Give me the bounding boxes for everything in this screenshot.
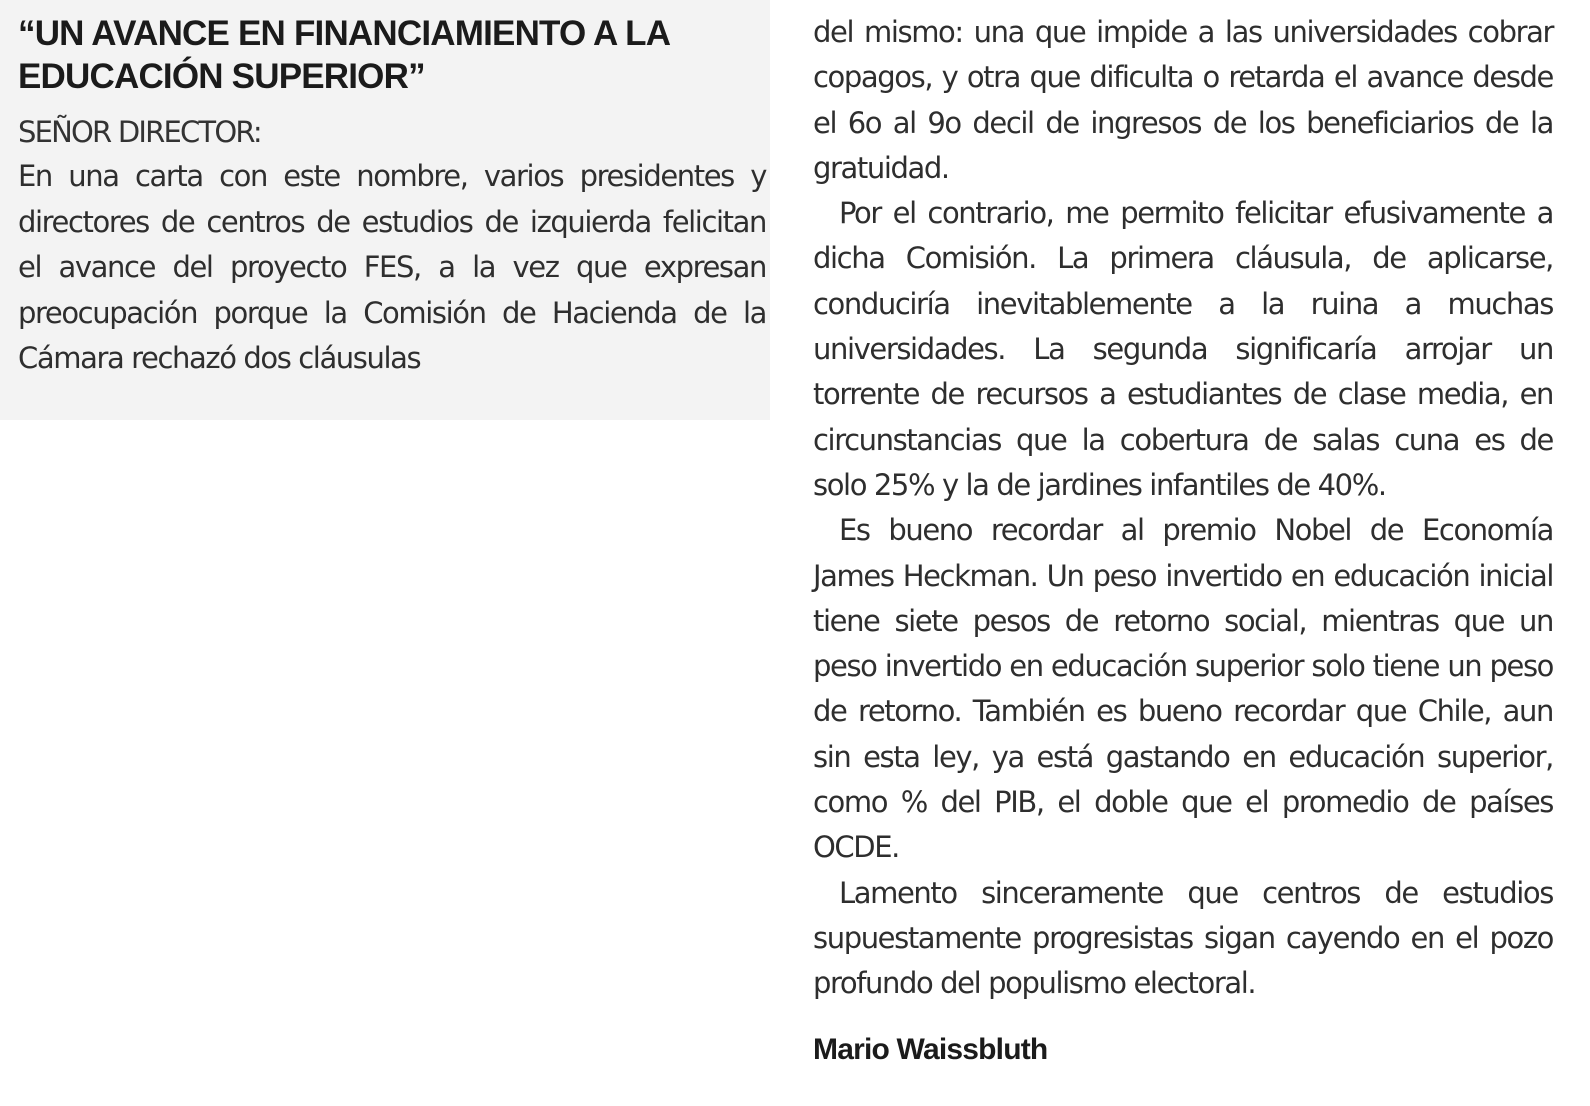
letter-paragraph-4: Lamento sinceramente que centros de estudios supuestamente progresistas sigan cayendo en el pozo profundo del populismo electoral.	[813, 875, 1553, 1001]
letter-paragraph-3: Es bueno recordar al premio Nobel de Economía James Heckman. Un peso invertido en educación inicial tiene siete pesos de retorno social, mientras que un peso invertido en educación superior solo tiene un peso de retorno. También es bueno recordar que Chile, aun sin esta ley, ya está gastando en educación superior, como % del PIB, el doble que el promedio de países OCDE.	[813, 513, 1553, 865]
letter-second-column	[813, 10, 1553, 1007]
letter-paragraph-1-continued: del mismo: una que impide a las universidades cobrar copagos, y otra que dificulta o retarda el avance desde el 6o al 9o decil de ingresos de los beneficiarios de la gratuidad.	[813, 15, 1553, 185]
letter-signature: Mario Waissbluth	[813, 1033, 1048, 1066]
letter-first-column	[0, 0, 770, 420]
letter-first-column-content	[18, 12, 766, 382]
letter-salutation: SEÑOR DIRECTOR:	[18, 115, 261, 149]
letter-paragraph-2: Por el contrario, me permito felicitar efusivamente a dicha Comisión. La primera cláusula, de aplicarse, conduciría inevitablemente a la ruina a muchas universidades. La segunda significaría arrojar un torrente de recursos a estudiantes de clase media, en circunstancias que la cobertura de salas cuna es de solo 25% y la de jardines infantiles de 40%.	[813, 196, 1553, 502]
letter-headline: “UN AVANCE EN FINANCIAMIENTO A LA EDUCACIÓN SUPERIOR”	[18, 14, 669, 96]
letter-paragraph-1: En una carta con este nombre, varios presidentes y directores de centros de estudios de izquierda felicitan el avance del proyecto FES, a la vez que expresan preocupación porque la Comisión de Hacienda de la Cámara rechazó dos cláusulas	[18, 159, 766, 375]
